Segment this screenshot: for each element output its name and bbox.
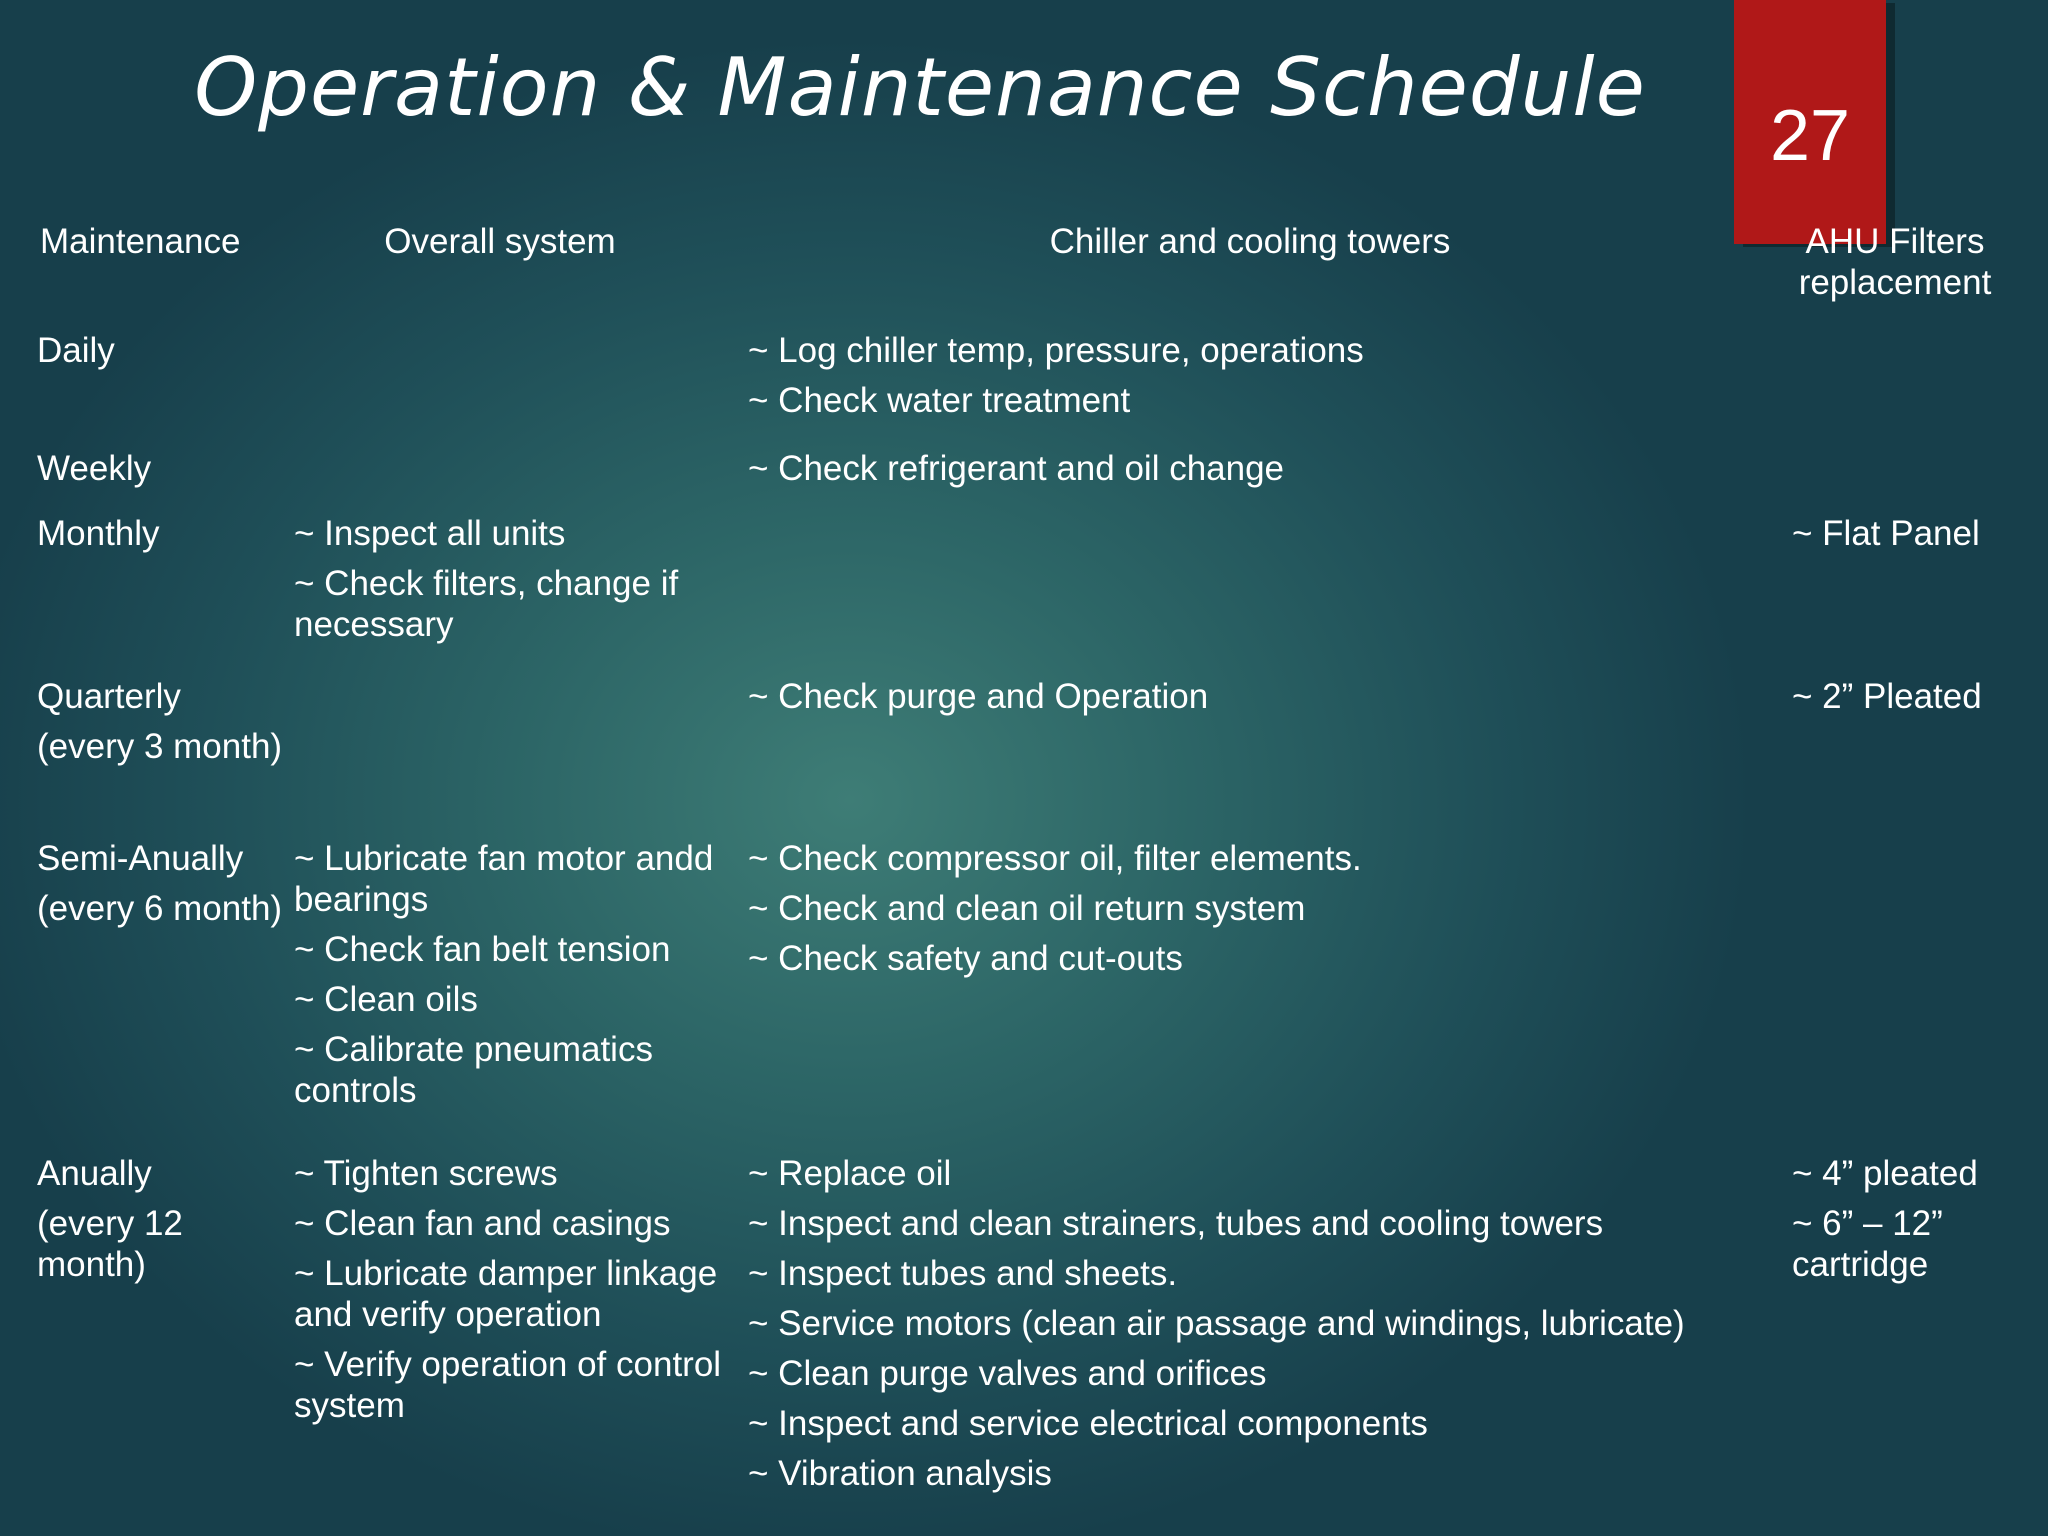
task-item: ~ Vibration analysis — [748, 1454, 1052, 1493]
task-item: ~ Check compressor oil, filter elements. — [748, 839, 1362, 878]
task-item: ~ Check safety and cut-outs — [748, 939, 1183, 978]
page-number-badge — [1734, 0, 1886, 244]
task-item: ~ Check refrigerant and oil change — [748, 449, 1285, 488]
row-annual-overall — [294, 1153, 724, 1426]
task-item: ~ Inspect tubes and sheets. — [748, 1254, 1178, 1293]
row-weekly-frequency — [37, 448, 287, 489]
frequency-label: Daily — [37, 331, 115, 370]
row-quarterly-frequency — [37, 676, 287, 767]
task-item: ~ Clean purge valves and orifices — [748, 1354, 1267, 1393]
row-weekly-chiller — [748, 448, 1748, 489]
task-item: ~ 6” – 12” cartridge — [1792, 1204, 1943, 1284]
frequency-label: Quarterly — [37, 677, 181, 716]
task-item: ~ Clean fan and casings — [294, 1204, 671, 1243]
task-item: ~ Service motors (clean air passage and windings, lubricate) — [748, 1304, 1685, 1343]
row-semiannual-chiller — [748, 838, 1748, 979]
task-item: ~ Verify operation of control system — [294, 1345, 722, 1425]
task-item: ~ 4” pleated — [1792, 1154, 1978, 1193]
task-item: ~ Replace oil — [748, 1154, 952, 1193]
row-quarterly-ahu — [1792, 676, 2032, 717]
task-item: ~ Check fan belt tension — [294, 930, 671, 969]
task-item: ~ Clean oils — [294, 980, 478, 1019]
frequency-detail: (every 3 month) — [37, 727, 283, 766]
task-item: ~ Tighten screws — [294, 1154, 558, 1193]
task-item: ~ Lubricate fan motor andd bearings — [294, 839, 714, 919]
task-item: ~ Lubricate damper linkage and verify operation — [294, 1254, 718, 1334]
row-quarterly-chiller — [748, 676, 1748, 717]
task-item: ~ Inspect all units — [294, 514, 566, 553]
slide-title: Operation & Maintenance Schedule — [194, 41, 1646, 134]
row-monthly-overall — [294, 513, 724, 645]
row-daily-frequency — [37, 330, 287, 371]
row-semiannual-frequency — [37, 838, 287, 929]
frequency-label: Monthly — [37, 514, 160, 553]
row-semiannual-overall — [294, 838, 724, 1111]
task-item: ~ Calibrate pneumatics controls — [294, 1030, 653, 1110]
header-maintenance: Maintenance — [40, 222, 241, 261]
frequency-detail: (every 12 month) — [37, 1204, 183, 1284]
task-item: ~ Log chiller temp, pressure, operations — [748, 331, 1364, 370]
task-item: ~ 2” Pleated — [1792, 677, 1982, 716]
frequency-label: Semi-Anually — [37, 839, 244, 878]
header-ahu-filters: AHU Filters replacement — [1798, 222, 1992, 302]
row-monthly-ahu — [1792, 513, 2032, 554]
task-item: ~ Check and clean oil return system — [748, 889, 1306, 928]
row-annual-chiller — [748, 1153, 1768, 1494]
row-annual-frequency — [37, 1153, 287, 1285]
task-item: ~ Check purge and Operation — [748, 677, 1209, 716]
task-item: ~ Inspect and service electrical components — [748, 1404, 1428, 1443]
frequency-label: Anually — [37, 1154, 152, 1193]
row-monthly-frequency — [37, 513, 287, 554]
task-item: ~ Check water treatment — [748, 381, 1131, 420]
header-overall-system: Overall system — [384, 222, 616, 261]
header-chiller-cooling-towers: Chiller and cooling towers — [1049, 222, 1451, 261]
page-number: 27 — [1769, 96, 1851, 176]
frequency-detail: (every 6 month) — [37, 889, 283, 928]
task-item: ~ Check filters, change if necessary — [294, 564, 679, 644]
task-item: ~ Inspect and clean strainers, tubes and cooling towers — [748, 1204, 1604, 1243]
row-annual-ahu — [1792, 1153, 2032, 1285]
row-daily-chiller — [748, 330, 1748, 421]
frequency-label: Weekly — [37, 449, 152, 488]
task-item: ~ Flat Panel — [1792, 514, 1980, 553]
